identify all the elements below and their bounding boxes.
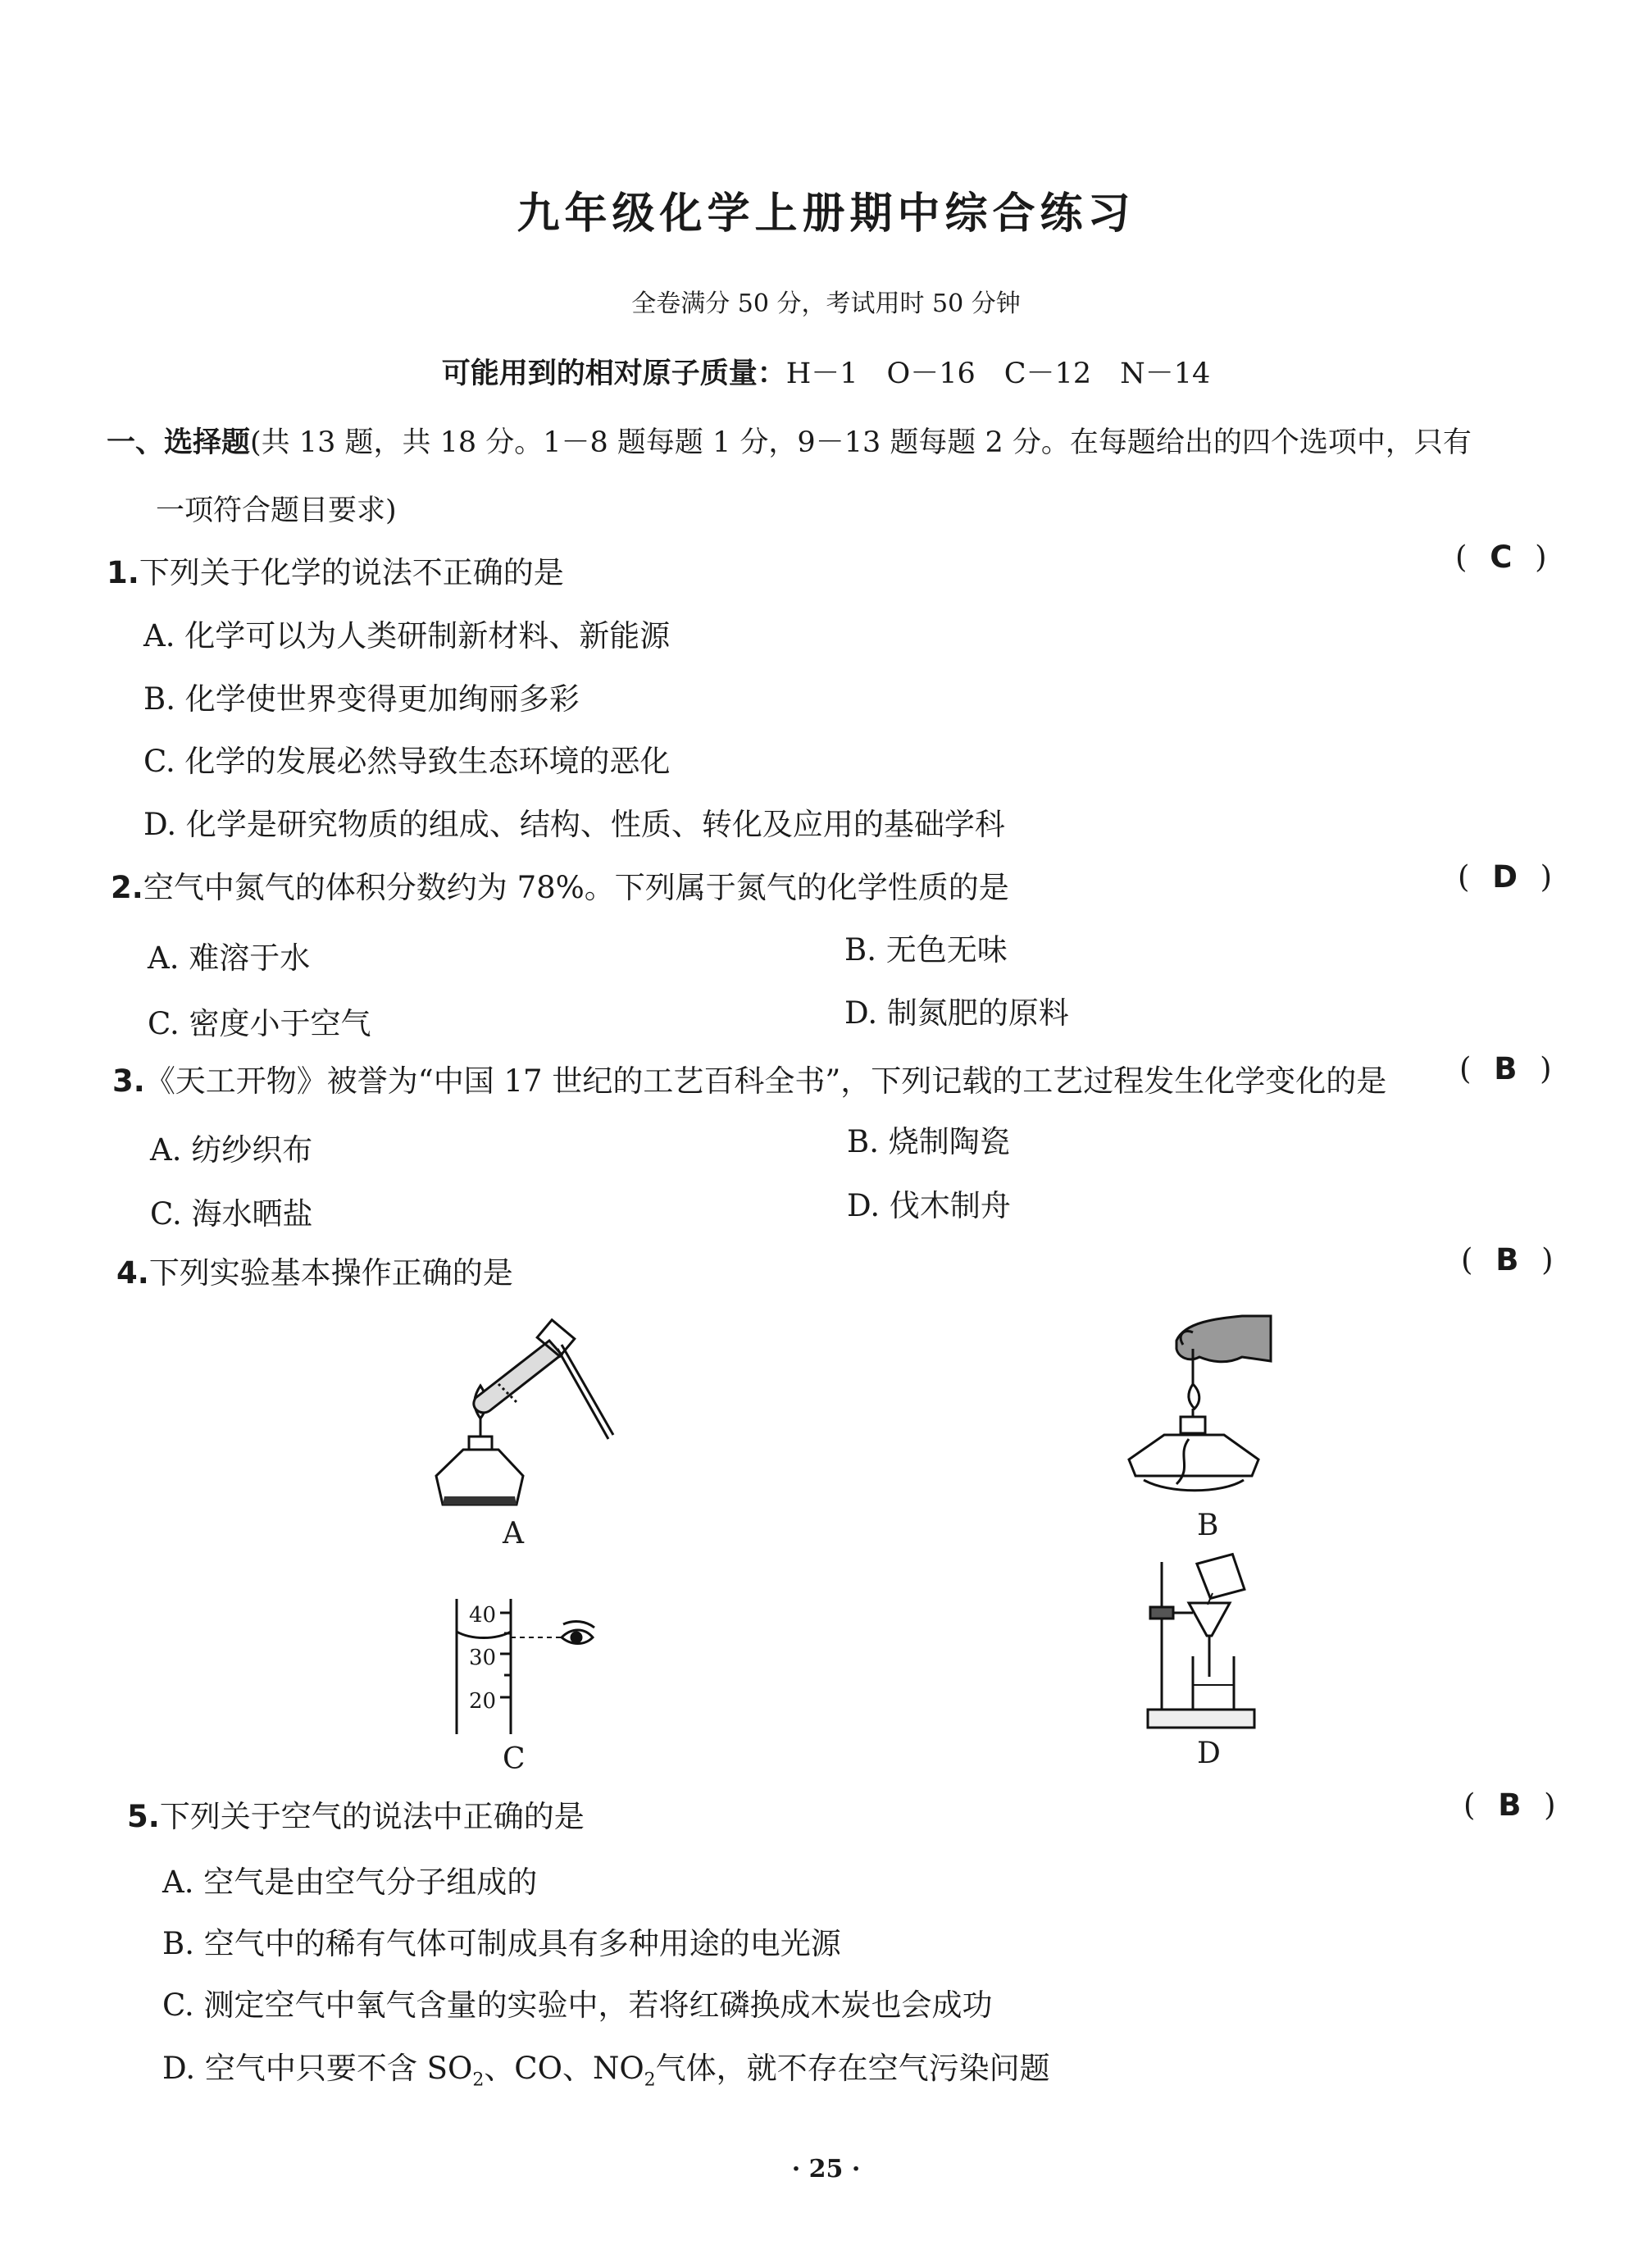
section-description-line2: 一项符合题目要求)	[156, 494, 397, 527]
atomic-mass-values: H－1 O－16 C－12 N－14	[785, 357, 1211, 390]
question-2-option-a: A. 难溶于水	[148, 940, 311, 976]
cylinder-tick-20: 20	[469, 1689, 497, 1714]
question-5-option-d: D. 空气中只要不含 $SO_2$、CO、$NO_2$气体，就不存在空气污染问题	[162, 2051, 1050, 2091]
page-number: · 25 ·	[791, 2155, 861, 2183]
question-5-option-c: C. 测定空气中氧气含量的实验中，若将红磷换成木炭也会成功	[162, 1988, 993, 2023]
question-number: 3.	[112, 1063, 145, 1099]
answer-letter: B	[1498, 1787, 1528, 1823]
question-3-stem	[112, 1056, 1386, 1100]
figure-a-test-tube-heating	[426, 1320, 615, 1509]
question-text: 下列实验基本操作正确的是	[148, 1255, 513, 1291]
figure-d-label: D	[1197, 1737, 1221, 1770]
answer-letter: B	[1495, 1242, 1526, 1277]
cylinder-tick-40: 40	[469, 1603, 497, 1628]
question-3-option-c: C. 海水晒盐	[150, 1196, 313, 1232]
atomic-mass-label: 可能用到的相对原子质量：	[441, 357, 786, 390]
question-2-answer: ( D )	[1458, 859, 1559, 895]
figure-a-label: A	[503, 1517, 524, 1550]
question-1-option-a: A. 化学可以为人类研制新材料、新能源	[143, 618, 671, 653]
section-heading: 一、选择题	[107, 426, 251, 459]
question-2-option-c: C. 密度小于空气	[148, 1006, 371, 1041]
answer-letter: B	[1494, 1051, 1524, 1086]
figure-b-lighting-alcohol-lamp	[1119, 1312, 1275, 1500]
question-3-option-b: B. 烧制陶瓷	[847, 1124, 1010, 1159]
question-5-option-b: B. 空气中的稀有气体可制成具有多种用途的电光源	[162, 1926, 841, 1961]
question-4-stem	[116, 1248, 513, 1292]
question-number: 4.	[116, 1255, 149, 1291]
question-number: 1.	[107, 555, 139, 590]
question-5-option-a: A. 空气是由空气分子组成的	[162, 1865, 538, 1900]
answer-letter: C	[1490, 540, 1519, 575]
question-1-option-c: C. 化学的发展必然导致生态环境的恶化	[143, 744, 671, 779]
question-5-answer: ( B )	[1463, 1787, 1563, 1823]
atomic-mass-line	[0, 351, 1652, 392]
question-text: 《天工开物》被誉为“中国 17 世纪的工艺百科全书”，下列记载的工艺过程发生化学变化的是	[144, 1063, 1387, 1099]
question-2-option-b: B. 无色无味	[844, 932, 1008, 968]
figure-b-label: B	[1197, 1509, 1219, 1542]
figure-d-filtration-setup	[1144, 1554, 1275, 1734]
question-text: 空气中氮气的体积分数约为 78%。下列属于氮气的化学性质的是	[143, 870, 1009, 905]
question-1-stem	[107, 548, 564, 592]
question-1-answer: ( C )	[1455, 540, 1554, 575]
question-number: 2.	[111, 870, 143, 905]
section-description: (共 13 题，共 18 分。1－8 题每题 1 分，9－13 题每题 2 分。在每题给出的四个选项中，只有	[250, 426, 1472, 459]
answer-letter: D	[1492, 859, 1524, 895]
page-title: 九年级化学上册期中综合练习	[517, 189, 1135, 239]
question-3-option-a: A. 纺纱织布	[150, 1132, 313, 1168]
cylinder-tick-30: 30	[469, 1646, 497, 1670]
question-3-answer: ( B )	[1459, 1051, 1559, 1086]
question-5-stem	[127, 1792, 585, 1836]
question-1-option-d: D. 化学是研究物质的组成、结构、性质、转化及应用的基础学科	[143, 807, 1005, 842]
question-2-stem	[111, 863, 1009, 907]
section-heading-line	[107, 420, 1472, 461]
question-2-option-d: D. 制氮肥的原料	[844, 995, 1069, 1031]
question-1-option-b: B. 化学使世界变得更加绚丽多彩	[143, 681, 580, 717]
question-text: 下列关于化学的说法不正确的是	[139, 555, 564, 590]
question-4-answer: ( B )	[1461, 1242, 1560, 1277]
question-3-option-d: D. 伐木制舟	[847, 1188, 1011, 1223]
figure-c-label: C	[503, 1742, 526, 1776]
question-text: 下列关于空气的说法中正确的是	[159, 1799, 585, 1834]
exam-subtitle: 全卷满分 50 分，考试用时 50 分钟	[631, 289, 1021, 318]
question-number: 5.	[127, 1799, 160, 1834]
